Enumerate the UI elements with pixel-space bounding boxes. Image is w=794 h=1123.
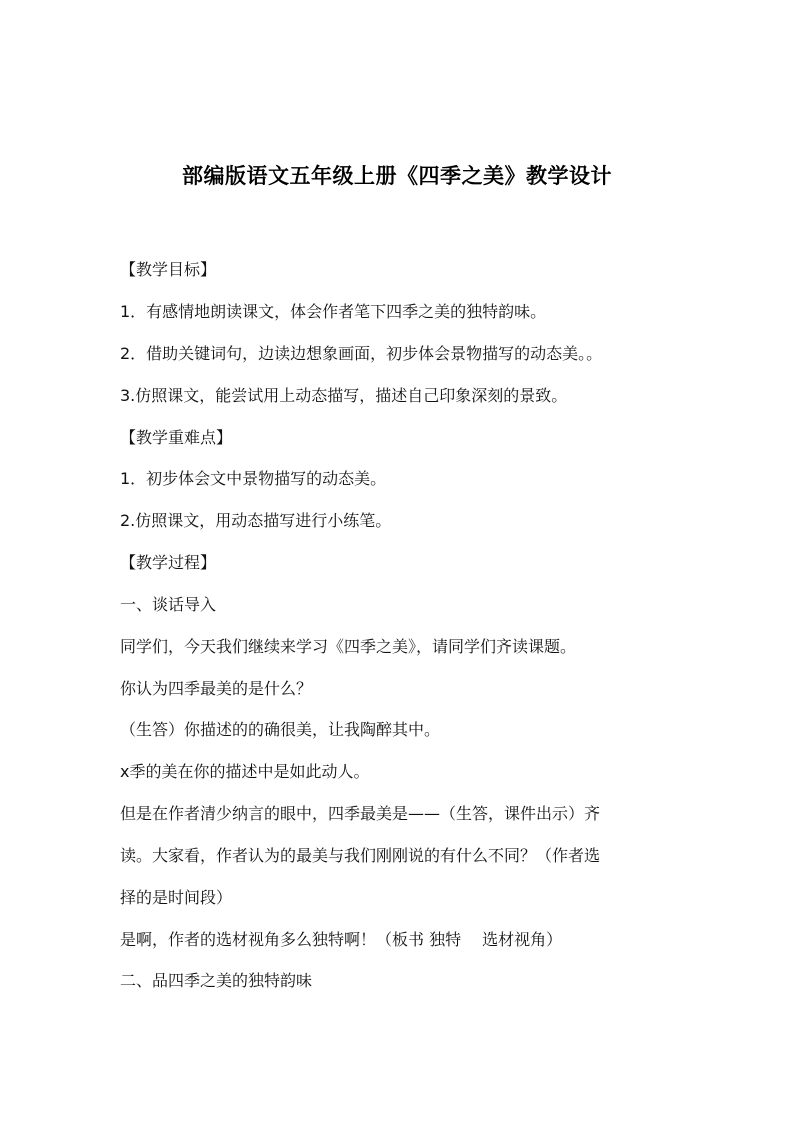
paragraph-line: 但是在作者清少纳言的眼中，四季最美是——（生答，课件出示）齐 [120, 804, 601, 823]
section-heading-objectives: 【教学目标】 [120, 260, 217, 279]
paragraph-line: 是啊，作者的选材视角多么独特啊！（板书 独特 选材视角） [120, 930, 563, 949]
paragraph-line: 同学们，今天我们继续来学习《四季之美》，请同学们齐读课题。 [120, 637, 577, 656]
subsection-heading-appreciate: 二、品四季之美的独特韵味 [120, 971, 313, 990]
objective-item-1: 1．有感情地朗读课文，体会作者笔下四季之美的独特韵味。 [120, 302, 547, 321]
paragraph-line: （生答）你描述的的确很美，让我陶醉其中。 [120, 720, 441, 739]
section-heading-key-points: 【教学重难点】 [120, 428, 233, 447]
paragraph-line: 你认为四季最美的是什么？ [120, 679, 313, 698]
subsection-heading-intro: 一、谈话导入 [120, 595, 217, 614]
key-point-item-2: 2.仿照课文，用动态描写进行小练笔。 [120, 511, 392, 530]
objective-item-3: 3.仿照课文，能尝试用上动态描写，描述自己印象深刻的景致。 [120, 386, 568, 405]
objective-item-2: 2．借助关键词句，边读边想象画面，初步体会景物描写的动态美。。 [120, 344, 603, 363]
paragraph-line: 读。大家看，作者认为的最美与我们刚刚说的有什么不同？（作者选 [120, 846, 601, 865]
paragraph-line: 择的是时间段） [120, 888, 233, 907]
key-point-item-1: 1．初步体会文中景物描写的动态美。 [120, 469, 387, 488]
section-heading-process: 【教学过程】 [120, 553, 217, 572]
document-title: 部编版语文五年级上册《四季之美》教学设计 [182, 164, 612, 188]
paragraph-line: x季的美在你的描述中是如此动人。 [120, 762, 370, 781]
